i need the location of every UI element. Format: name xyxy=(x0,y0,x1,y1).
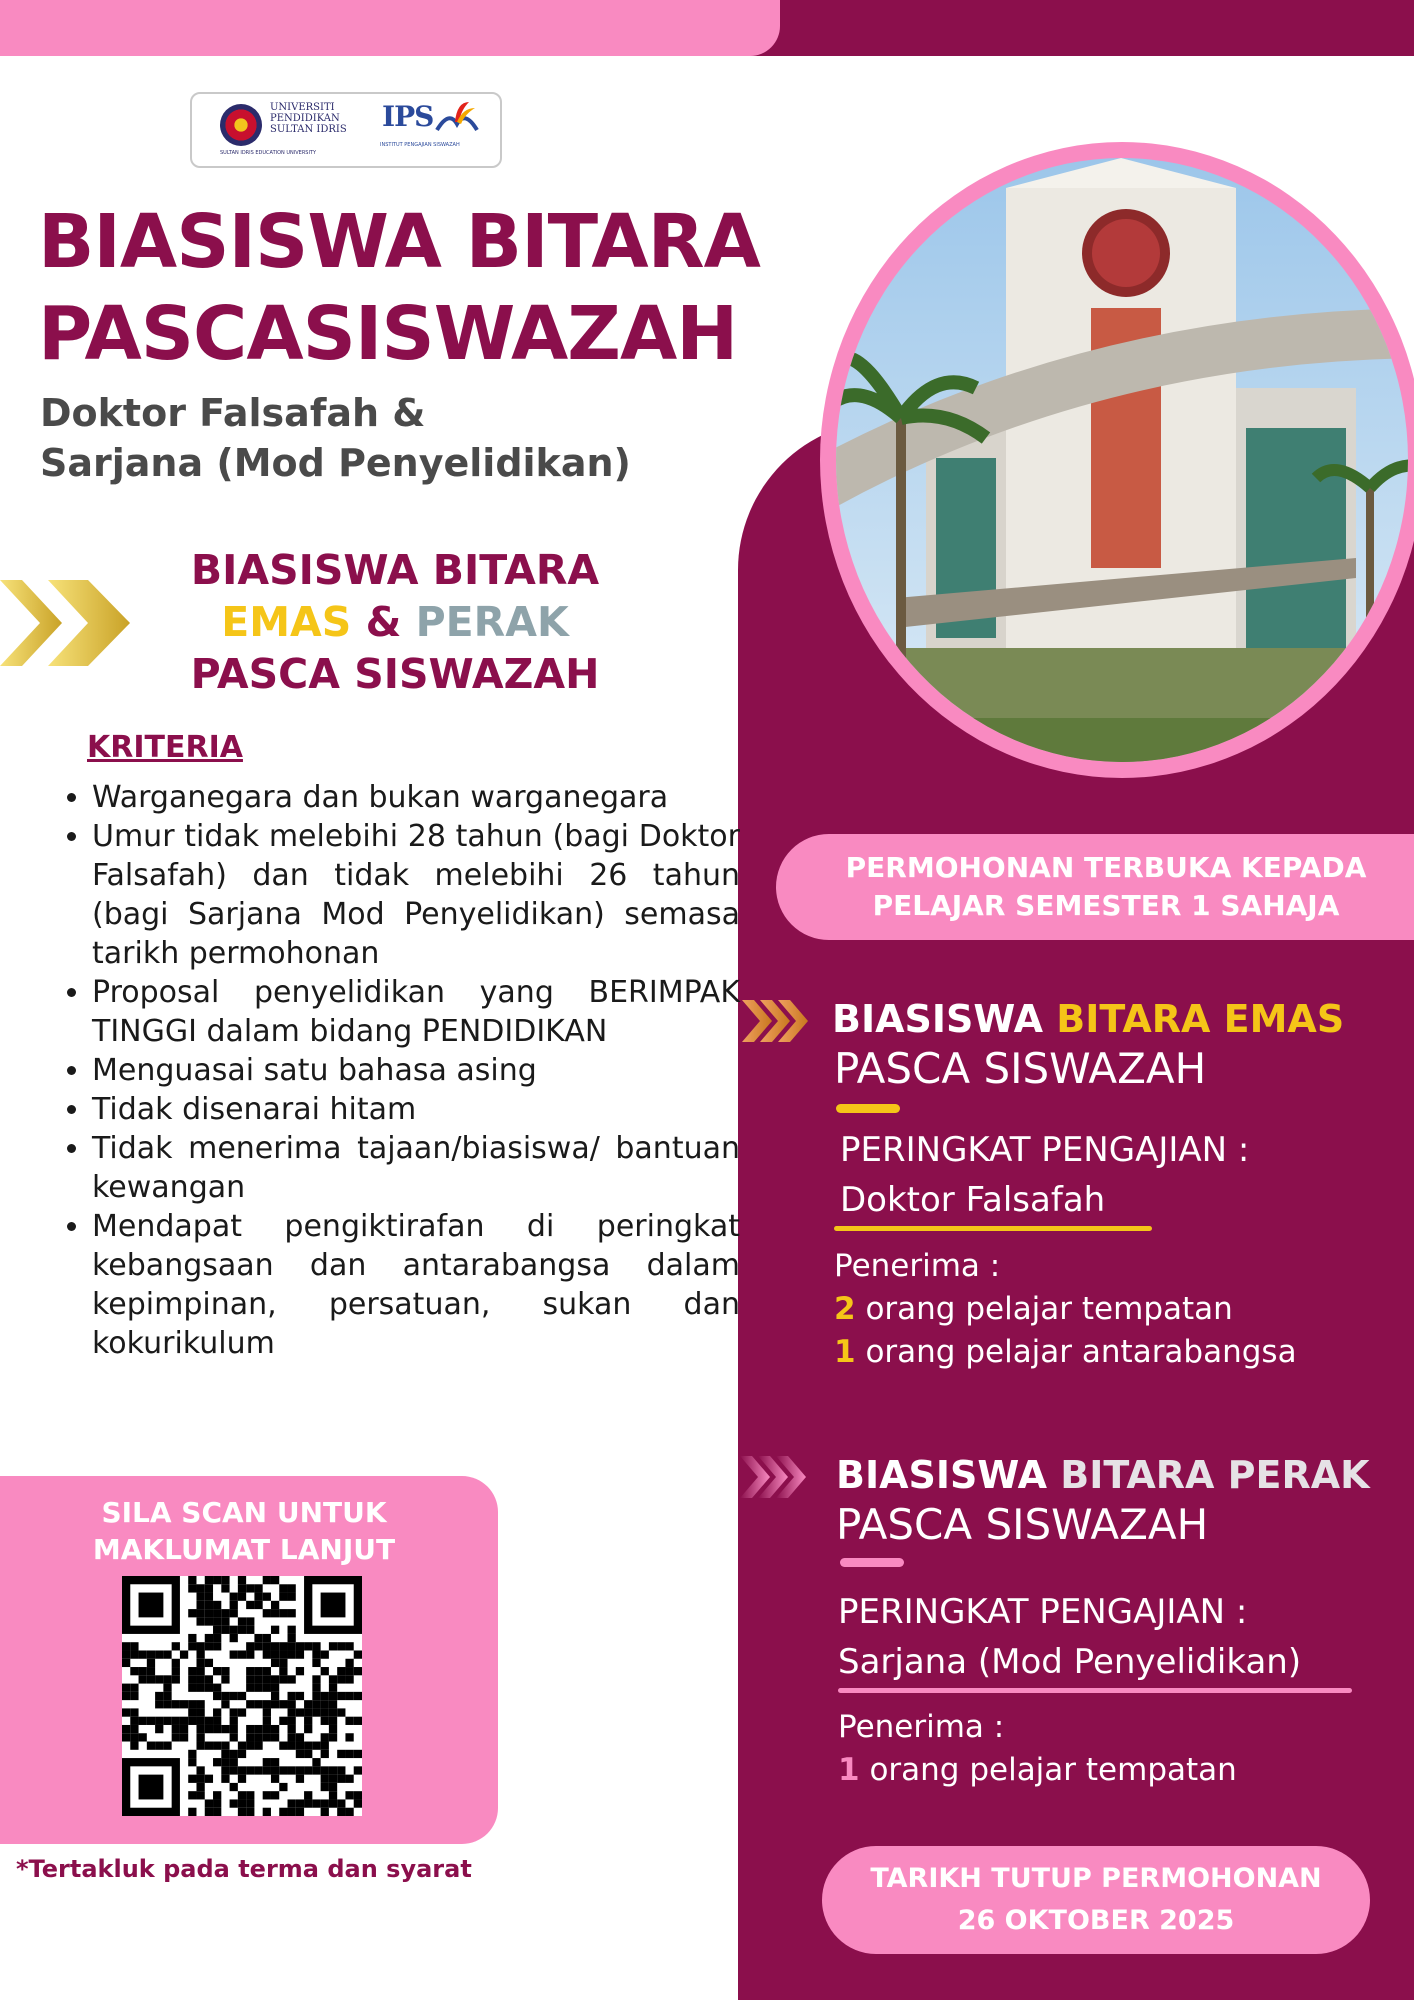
program-emas: EMAS xyxy=(221,598,352,646)
criteria-item: • Warganegara dan bukan warganegara xyxy=(92,778,740,817)
criteria-item: • Proposal penyelidikan yang BERIMPAK TINGGI dalam bidang PENDIDIKAN xyxy=(92,973,740,1051)
perak-heading-prefix: BIASISWA xyxy=(836,1453,1048,1497)
terms-note: *Tertakluk pada terma dan syarat xyxy=(16,1855,472,1883)
ips-logo xyxy=(382,100,479,134)
emas-recipient-row xyxy=(834,1331,1297,1374)
program-amp: & xyxy=(365,598,402,646)
title-line-2: PASCASISWAZAH xyxy=(38,291,738,377)
perak-recipient-count: 1 xyxy=(838,1752,860,1788)
deadline-line-1: TARIKH TUTUP PERMOHONAN xyxy=(870,1863,1322,1894)
program-perak: PERAK xyxy=(415,598,569,646)
perak-level-label: PERINGKAT PENGAJIAN : xyxy=(838,1592,1248,1632)
perak-accent-bar xyxy=(840,1558,904,1567)
criteria-heading: KRITERIA xyxy=(87,730,243,765)
program-name xyxy=(160,544,630,700)
deadline-badge xyxy=(822,1846,1370,1954)
emas-heading-highlight: BITARA EMAS xyxy=(1056,997,1345,1041)
qr-code[interactable] xyxy=(122,1576,362,1816)
ips-book-icon xyxy=(435,100,479,134)
criteria-item: • Mendapat pengiktirafan di peringkat kebangsaan dan antarabangsa dalam kepimpinan, persatuan, sukan dan kokurikulum xyxy=(92,1207,740,1363)
perak-subheading: PASCA SISWAZAH xyxy=(836,1500,1209,1549)
qr-code-icon xyxy=(122,1576,362,1816)
emas-subheading: PASCA SISWAZAH xyxy=(834,1044,1207,1093)
criteria-item: • Tidak menerima tajaan/biasiswa/ bantuan kewangan xyxy=(92,1129,740,1207)
campus-building-photo xyxy=(836,158,1408,762)
subtitle-line-1: Doktor Falsafah & xyxy=(40,391,426,435)
subtitle-line-2: Sarjana (Mod Penyelidikan) xyxy=(40,441,631,485)
qr-title-line-1: SILA SCAN UNTUK xyxy=(101,1496,387,1529)
ips-logo-text: IPS xyxy=(382,100,434,133)
criteria-item: • Tidak disenarai hitam xyxy=(92,1090,740,1129)
upsi-logo-icon xyxy=(220,104,262,146)
emas-heading-prefix: BIASISWA xyxy=(832,997,1044,1041)
emas-recipient-row xyxy=(834,1288,1297,1331)
emas-recipient-count: 1 xyxy=(834,1334,856,1370)
chevron-right-icon xyxy=(740,1456,808,1498)
deadline-line-2: 26 OKTOBER 2025 xyxy=(957,1905,1235,1936)
criteria-list xyxy=(62,778,740,1363)
emas-recipient-text: orang pelajar antarabangsa xyxy=(865,1334,1297,1370)
program-line-1: BIASISWA BITARA xyxy=(190,546,600,594)
perak-recipients xyxy=(838,1706,1237,1792)
perak-heading xyxy=(836,1452,1370,1498)
chevron-right-icon xyxy=(742,1000,810,1042)
upsi-logo-name: UNIVERSITI PENDIDIKAN SULTAN IDRIS xyxy=(270,102,347,135)
emas-recipients-label: Penerima : xyxy=(834,1248,1001,1284)
eligibility-notice xyxy=(776,834,1414,940)
criteria-item: • Menguasai satu bahasa asing xyxy=(92,1051,740,1090)
ips-logo-full-name: INSTITUT PENGAJIAN SISWAZAH xyxy=(380,142,460,148)
page-title xyxy=(38,196,760,380)
emas-recipient-text: orang pelajar tempatan xyxy=(865,1291,1233,1327)
perak-recipient-row xyxy=(838,1749,1237,1792)
program-line-2 xyxy=(160,596,630,648)
perak-recipients-label: Penerima : xyxy=(838,1709,1005,1745)
perak-heading-highlight: BITARA PERAK xyxy=(1060,1453,1370,1497)
perak-level-underline xyxy=(838,1688,1352,1693)
upsi-logo-english: SULTAN IDRIS EDUCATION UNIVERSITY xyxy=(220,150,317,156)
emas-level-label: PERINGKAT PENGAJIAN : xyxy=(840,1130,1250,1170)
page-subtitle xyxy=(40,388,631,488)
chevron-right-icon xyxy=(0,580,132,666)
emas-level-underline xyxy=(834,1226,1152,1231)
qr-card xyxy=(0,1476,498,1844)
title-line-1: BIASISWA BITARA xyxy=(38,199,760,285)
eligibility-line-2: PELAJAR SEMESTER 1 SAHAJA xyxy=(872,889,1340,922)
top-bar-accent xyxy=(0,0,780,56)
emas-heading xyxy=(832,996,1344,1042)
perak-level-value: Sarjana (Mod Penyelidikan) xyxy=(838,1642,1302,1682)
emas-level-value: Doktor Falsafah xyxy=(840,1180,1106,1220)
criteria-item: • Umur tidak melebihi 28 tahun (bagi Doktor Falsafah) dan tidak melebihi 26 tahun (bagi Sarjana Mod Penyelidikan) semasa tarikh permohonan xyxy=(92,817,740,973)
emas-recipients xyxy=(834,1245,1297,1374)
qr-title-line-2: MAKLUMAT LANJUT xyxy=(92,1533,396,1566)
emas-recipient-count: 2 xyxy=(834,1291,856,1327)
building-illustration xyxy=(836,158,1408,762)
logo-strip xyxy=(190,92,502,168)
perak-recipient-text: orang pelajar tempatan xyxy=(869,1752,1237,1788)
eligibility-line-1: PERMOHONAN TERBUKA KEPADA xyxy=(845,851,1367,884)
emas-accent-bar xyxy=(836,1104,900,1113)
program-line-3: PASCA SISWAZAH xyxy=(190,650,600,698)
qr-title xyxy=(0,1494,488,1568)
